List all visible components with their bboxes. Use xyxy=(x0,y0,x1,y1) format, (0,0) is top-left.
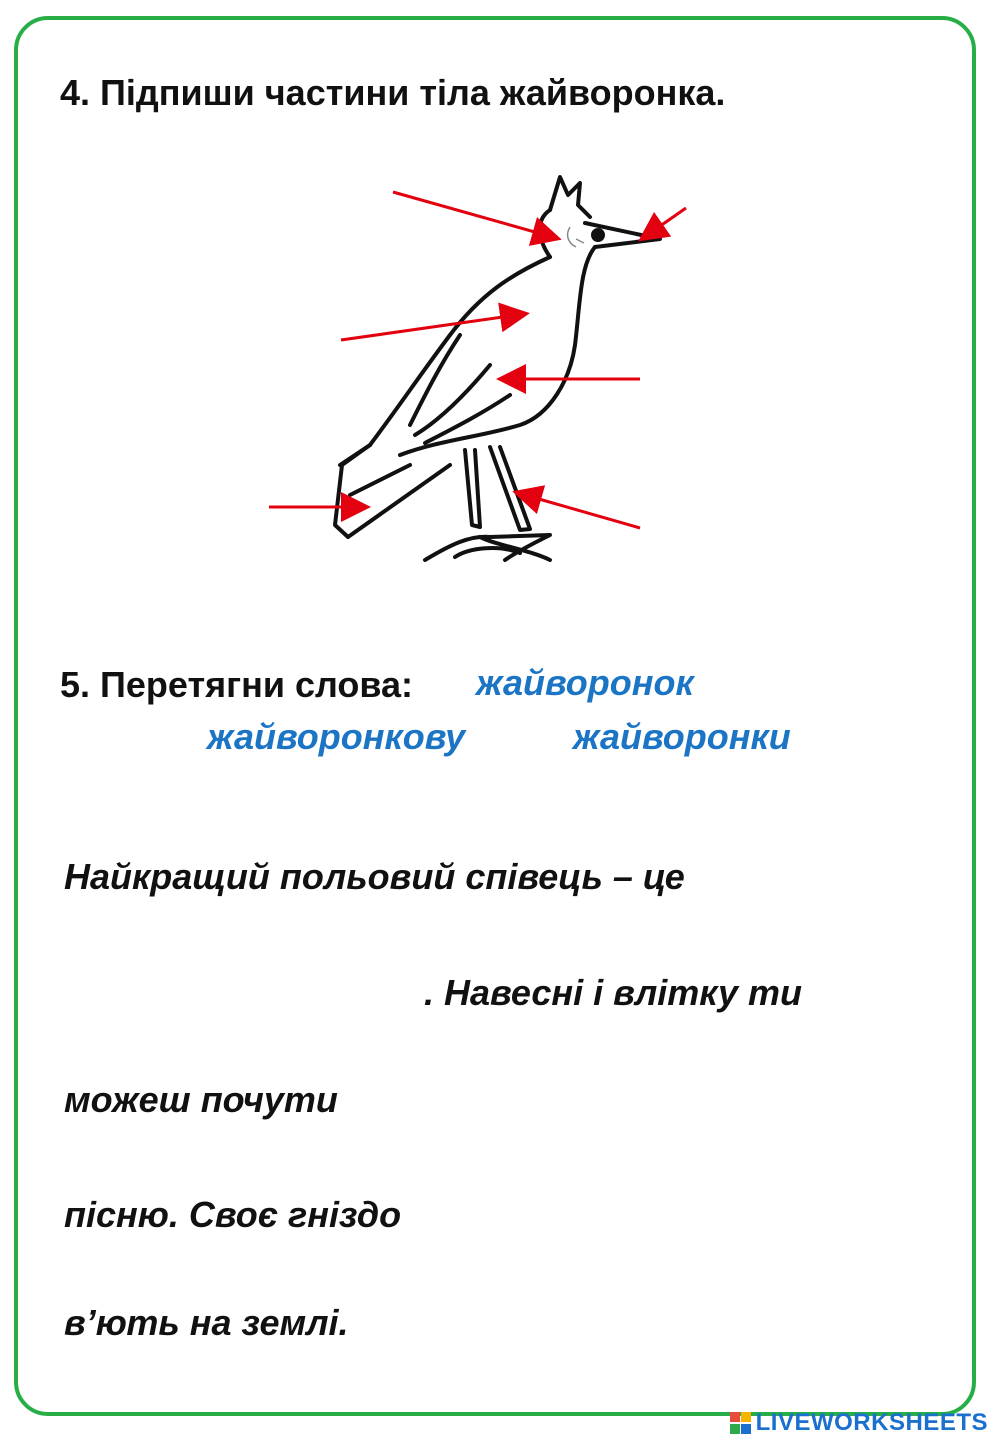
label-slot-back[interactable] xyxy=(216,320,336,364)
bird-head xyxy=(540,210,550,257)
bird-tail xyxy=(335,445,450,537)
text-line-2: . Навесні і влітку ти xyxy=(424,972,802,1013)
drop-zone-3[interactable] xyxy=(64,1247,424,1299)
label-slot-beak[interactable] xyxy=(692,185,812,229)
liveworksheets-watermark xyxy=(730,1409,988,1437)
text-line-1: Найкращий польовий співець – це xyxy=(64,856,685,897)
bird-leg-right xyxy=(490,447,530,530)
text-line-4: пісню. Своє гніздо xyxy=(64,1194,402,1235)
liveworksheets-logo-icon xyxy=(730,1412,752,1434)
lark-illustration xyxy=(250,165,710,585)
text-line-5: в’ють на землі. xyxy=(64,1302,349,1343)
label-slot-leg[interactable] xyxy=(646,507,766,551)
label-slot-head[interactable] xyxy=(268,170,388,214)
task-5-heading: 5. Перетягни слова: xyxy=(60,664,414,705)
bird-leg-left xyxy=(465,450,480,527)
text-line-3: можеш почути xyxy=(64,1079,338,1120)
drop-zone-2[interactable] xyxy=(390,1073,830,1125)
label-slot-tail[interactable] xyxy=(144,486,264,530)
label-slot-breast[interactable] xyxy=(646,357,766,401)
bird-feet xyxy=(425,535,550,560)
drag-word-zhaivoronkovu[interactable]: жайворонкову xyxy=(207,716,466,757)
bird-wing xyxy=(410,335,510,443)
watermark-text: LIVEWORKSHEETS xyxy=(755,1409,988,1436)
drop-zone-1[interactable] xyxy=(64,966,414,1018)
task-4-heading: 4. Підпиши частини тіла жайворонка. xyxy=(60,72,726,113)
drag-word-zhaivoronky[interactable]: жайворонки xyxy=(573,716,791,757)
drag-word-zhaivoronok[interactable]: жайворонок xyxy=(476,662,694,703)
bird-crest xyxy=(550,177,590,217)
